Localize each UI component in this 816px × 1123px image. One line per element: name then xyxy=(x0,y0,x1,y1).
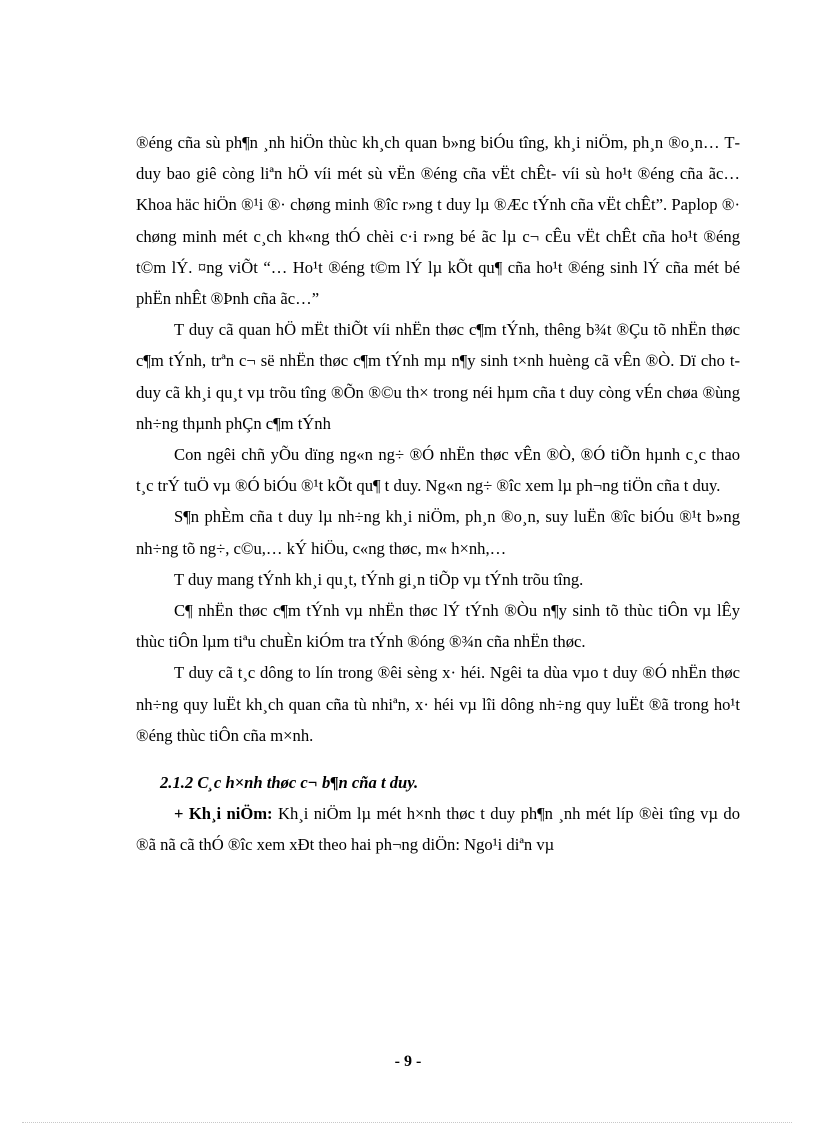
paragraph-1: ®éng cña sù ph¶n ¸nh hiÖn thùc kh¸ch quan b»ng biÓu tîng, kh¸i niÖm, ph¸n ®o¸n… T duy bao giê còng liªn hÖ víi mét sù vËn ®éng cña vËt chÊt- víi sù ho¹t ®éng cña ãc… Khoa häc hiÖn ®¹i ®· chøng minh ®îc r»ng t duy lµ ®Æc tÝnh cña vËt chÊt”. Paplop ®· chøng minh mét c¸ch kh«ng thÓ chèi c·i r»ng bé ãc lµ c¬ cÊu vËt chÊt cña ho¹t ®éng t©m lÝ. ¤ng viÕt “… Ho¹t ®éng t©m lÝ lµ kÕt qu¶ cña ho¹t ®éng sinh lÝ cña mét bé phËn nhÊt ®Þnh cña ãc…” xyxy=(136,133,740,309)
term-label: + Kh¸i niÖm: xyxy=(174,804,273,824)
page-number: - 9 - xyxy=(394,1053,422,1070)
body-text xyxy=(136,127,740,861)
definition-paragraph xyxy=(136,798,740,860)
section-heading: 2.1.2 C¸c h×nh thøc c¬ b¶n cña t duy. xyxy=(160,773,419,793)
paragraph-2: T duy cã quan hÖ mËt thiÕt víi nhËn thøc c¶m tÝnh, thêng b¾t ®Çu tõ nhËn thøc c¶m tÝnh, trªn c¬ së nhËn thøc c¶m tÝnh mµ n¶y sinh t×nh huèng cã vÊn ®Ò. Dï cho t duy cã kh¸i qu¸t vµ trõu tîng ®Õn ®©u th× trong néi hµm cña t duy còng vÉn chøa ®ùng nh÷ng thµnh phÇn c¶m tÝnh xyxy=(136,320,740,433)
paragraph-4: S¶n phÈm cña t duy lµ nh÷ng kh¸i niÖm, ph¸n ®o¸n, suy luËn ®îc biÓu ®¹t b»ng nh÷ng tõ ng÷, c©u,… kÝ hiÖu, c«ng thøc, m« h×nh,… xyxy=(136,507,740,558)
paragraph-6: C¶ nhËn thøc c¶m tÝnh vµ nhËn thøc lÝ tÝnh ®Òu n¶y sinh tõ thùc tiÔn vµ lÊy thùc tiÔn lµm tiªu chuÈn kiÓm tra tÝnh ®óng ®¾n cña nhËn thøc. xyxy=(136,601,740,652)
paragraph-3: Con ngêi chñ yÕu dïng ng«n ng÷ ®Ó nhËn thøc vÊn ®Ò, ®Ó tiÕn hµnh c¸c thao t¸c trÝ tuÖ vµ ®Ó biÓu ®¹t kÕt qu¶ t duy. Ng«n ng÷ ®îc xem lµ ph¬ng tiÖn cña t duy. xyxy=(136,445,740,496)
paragraph-7: T duy cã t¸c dông to lín trong ®êi sèng x· héi. Ngêi ta dùa vµo t duy ®Ó nhËn thøc nh÷ng quy luËt kh¸ch quan cña tù nhiªn, x· héi vµ lîi dông nh÷ng quy luËt ®ã trong ho¹t ®éng thùc tiÔn cña m×nh. xyxy=(136,663,740,745)
term-text: Kh¸i niÖm lµ mét h×nh thøc t duy ph¶n ¸nh mét líp ®èi tîng vµ do ®ã nã cã thÓ ®îc xem xÐt theo hai ph¬ng diÖn: Ngo¹i diªn vµ xyxy=(136,804,740,855)
paragraph-5: T duy mang tÝnh kh¸i qu¸t, tÝnh gi¸n tiÕp vµ tÝnh trõu tîng. xyxy=(174,569,584,589)
